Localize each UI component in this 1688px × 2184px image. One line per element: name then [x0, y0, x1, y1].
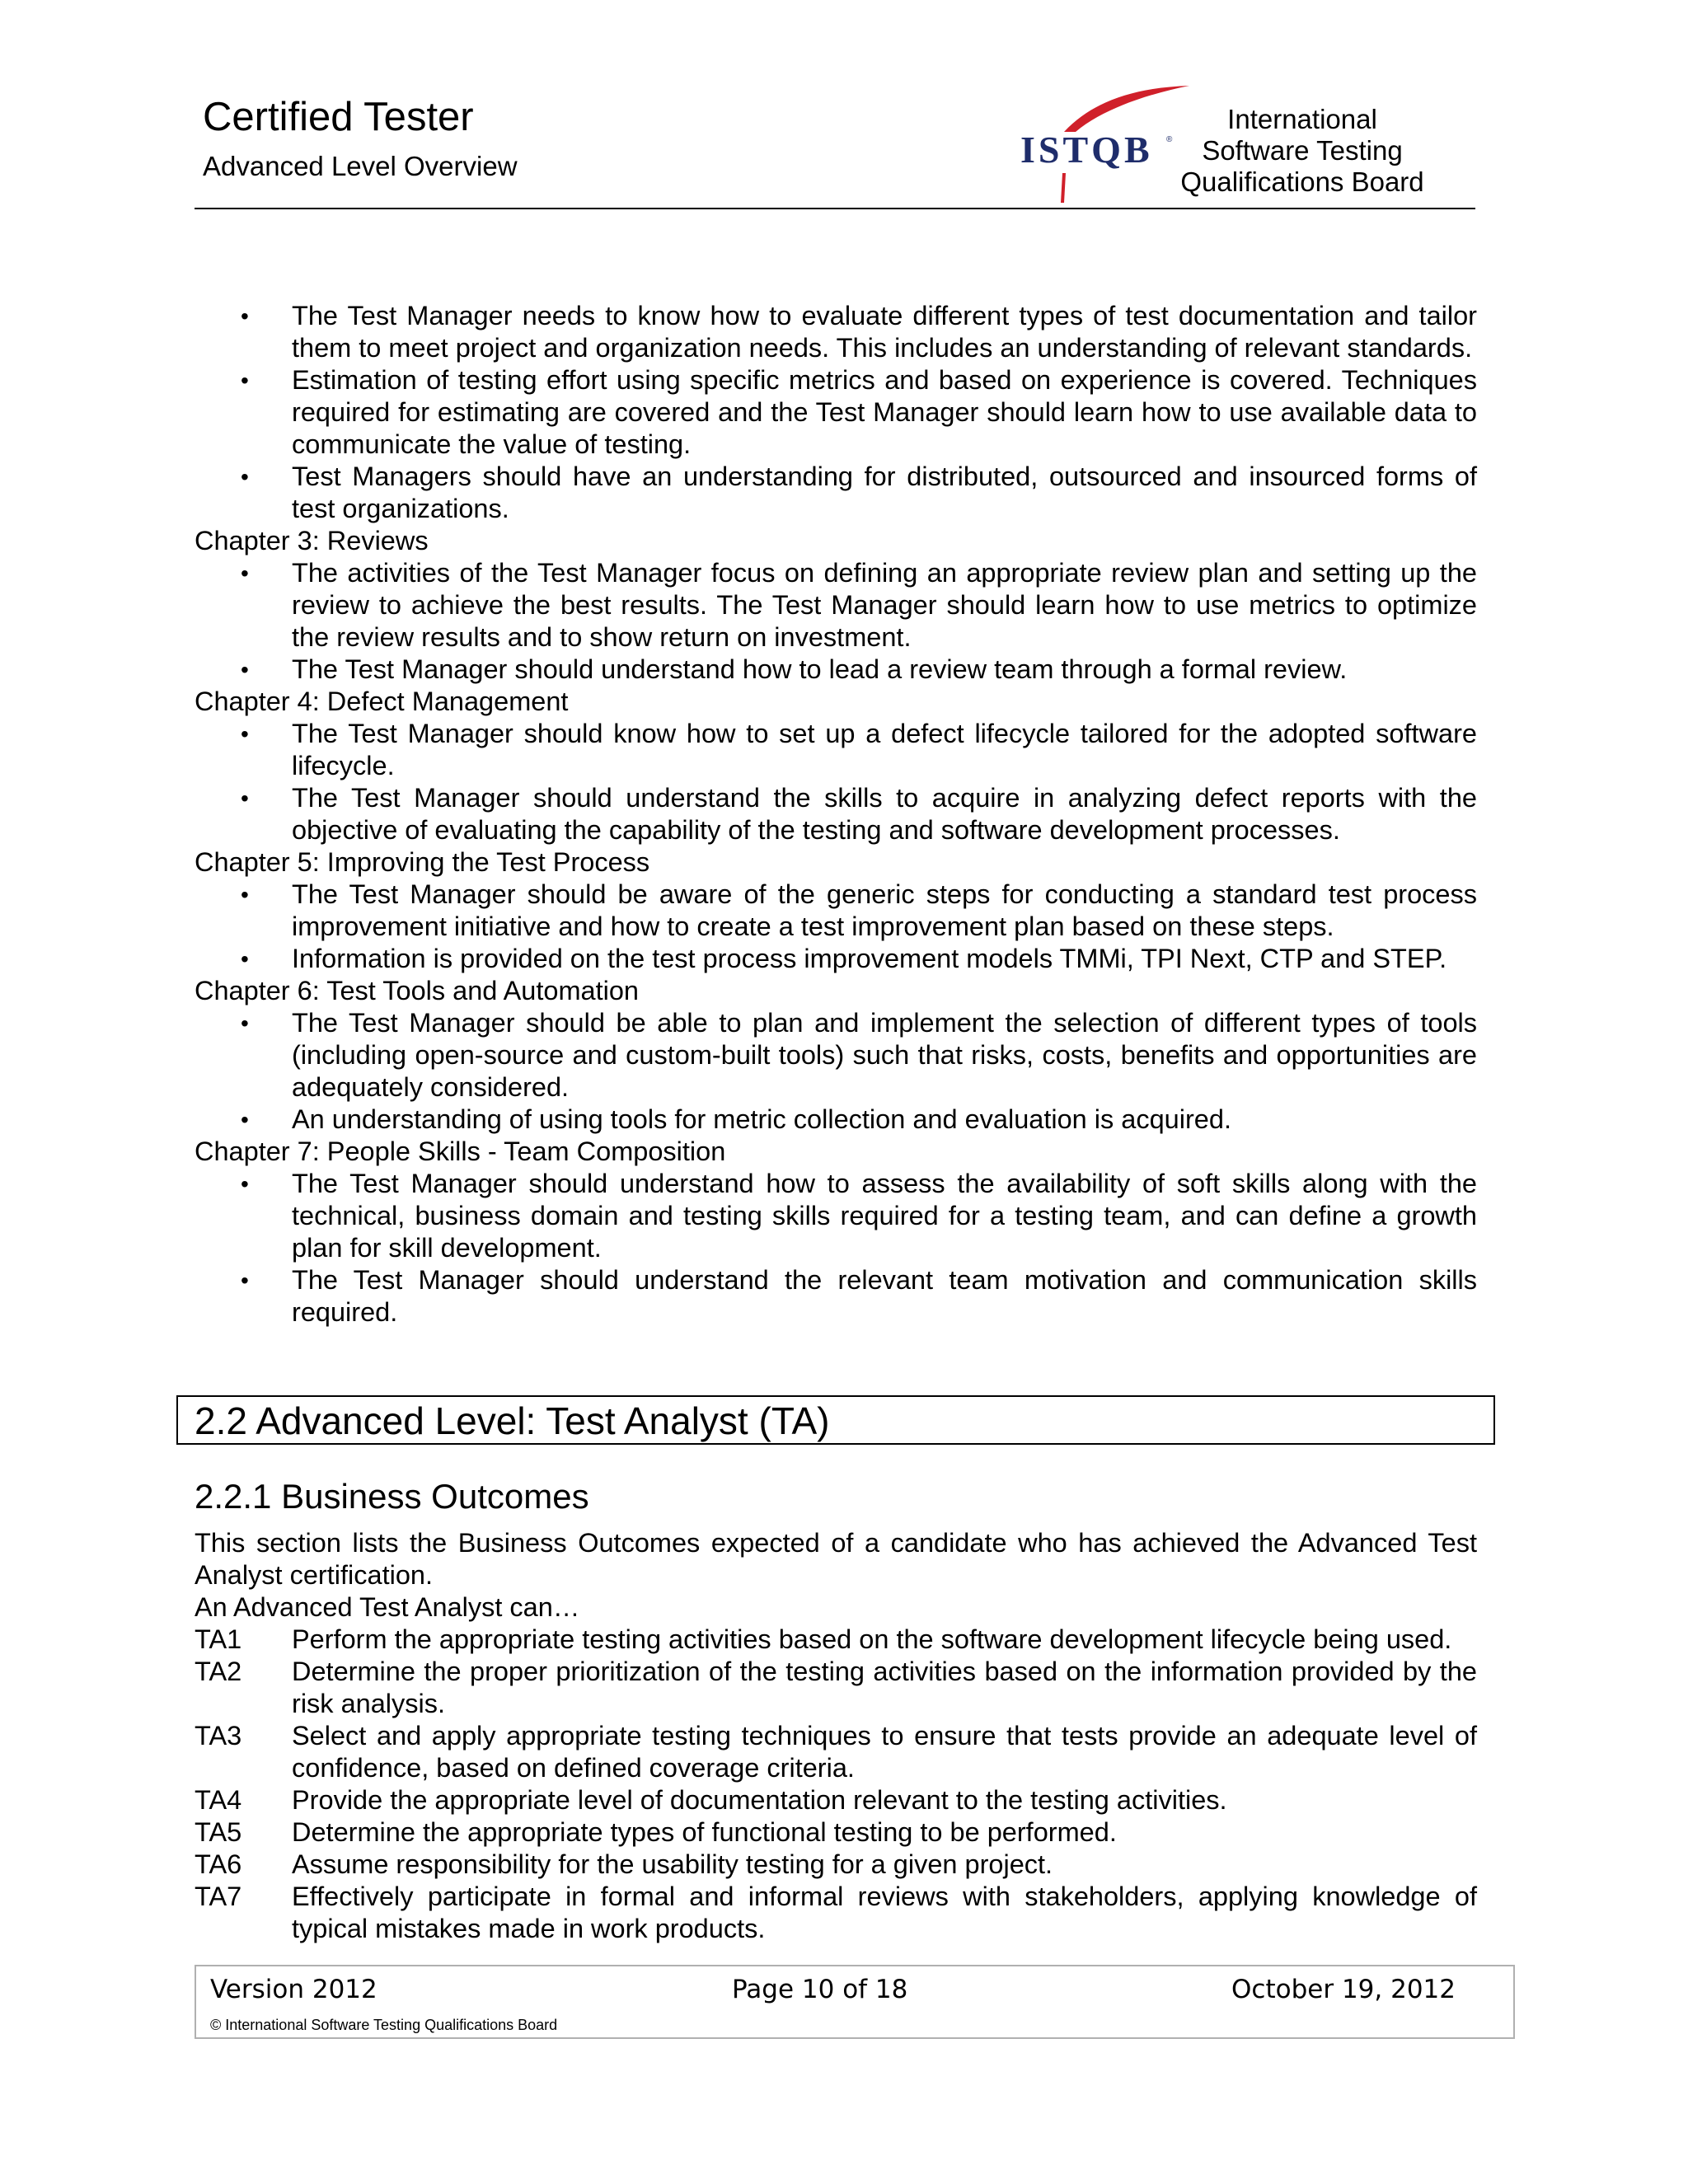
header-divider — [195, 208, 1475, 209]
list-item: • The Test Manager should understand how to assess the availability of soft skills along with the technical, business domain and testing skills required for a testing team, and can define a growth plan for skill development. — [195, 1168, 1477, 1264]
page-footer — [195, 1965, 1515, 2039]
outcome-code: TA6 — [195, 1849, 242, 1879]
footer-page-number: Page 10 of 18 — [732, 1975, 908, 2004]
list-item: • The Test Manager needs to know how to evaluate different types of test documentation and tailor them to meet project and organization needs. This includes an understanding of relevant standards. — [195, 300, 1477, 364]
list-item: • The Test Manager should understand the skills to acquire in analyzing defect reports with the objective of evaluating the capability of the testing and software development processes. — [195, 782, 1477, 846]
section-intro: This section lists the Business Outcomes expected of a candidate who has achieved the Advanced Test Analyst certification. — [195, 1528, 1477, 1590]
outcome-text: Assume responsibility for the usability testing for a given project. — [292, 1849, 1053, 1879]
list-item: • The Test Manager should understand how to lead a review team through a formal review. — [195, 654, 1477, 686]
outcome-row — [195, 1849, 1477, 1881]
list-item: • The Test Manager should be able to plan and implement the selection of different types of tools (including open-source and custom-built tools) such that risks, costs, benefits and opportunities are adequately considered. — [195, 1007, 1477, 1104]
list-item: • Test Managers should have an understanding for distributed, outsourced and insourced forms of test organizations. — [195, 461, 1477, 525]
logo-wordmark: ISTQB — [1020, 129, 1153, 171]
outcome-code: TA3 — [195, 1721, 242, 1750]
bullet-list — [195, 300, 1477, 525]
section-lead: An Advanced Test Analyst can… — [195, 1592, 580, 1622]
outcome-text: Provide the appropriate level of documentation relevant to the testing activities. — [292, 1785, 1227, 1815]
outcome-row — [195, 1656, 1477, 1720]
business-outcomes — [195, 1527, 1477, 1945]
chapter-heading: Chapter 3: Reviews — [195, 526, 429, 555]
list-item: • The Test Manager should know how to set up a defect lifecycle tailored for the adopted software lifecycle. — [195, 718, 1477, 782]
org-line: International — [1227, 104, 1377, 134]
organization-name — [1170, 104, 1434, 198]
outcome-text: Select and apply appropriate testing techniques to ensure that tests provide an adequate level of confidence, based on defined coverage criteria. — [292, 1721, 1477, 1783]
chapter-heading: Chapter 6: Test Tools and Automation — [195, 976, 640, 1005]
chapter-heading: Chapter 4: Defect Management — [195, 687, 569, 716]
list-item: • The Test Manager should understand the relevant team motivation and communication skills required. — [195, 1264, 1477, 1329]
outcome-row — [195, 1624, 1477, 1656]
list-item: • The activities of the Test Manager focus on defining an appropriate review plan and setting up the review to achieve the best results. The Test Manager should learn how to use metrics to optimize the review results and to show return on investment. — [195, 557, 1477, 654]
section-heading: 2.2 Advanced Level: Test Analyst (TA) — [195, 1399, 830, 1442]
bullet-list — [195, 1168, 1477, 1329]
list-item: • An understanding of using tools for metric collection and evaluation is acquired. — [195, 1104, 1477, 1136]
outcome-row — [195, 1816, 1477, 1849]
list-item: • The Test Manager should be aware of the generic steps for conducting a standard test process improvement initiative and how to create a test improvement plan based on these steps. — [195, 879, 1477, 943]
logo-trademark: ® — [1166, 135, 1173, 144]
outcome-text: Determine the proper prioritization of the testing activities based on the information provided by the risk analysis. — [292, 1657, 1477, 1718]
outcome-code: TA2 — [195, 1657, 242, 1686]
footer-version: Version 2012 — [210, 1975, 377, 2004]
org-line: Software Testing — [1202, 135, 1403, 166]
bullet-list — [195, 718, 1477, 846]
outcome-text: Effectively participate in formal and informal reviews with stakeholders, applying knowledge of typical mistakes made in work products. — [292, 1882, 1477, 1943]
outcome-code: TA5 — [195, 1817, 242, 1847]
outcome-code: TA1 — [195, 1624, 242, 1654]
outcome-row — [195, 1784, 1477, 1816]
bullet-list — [195, 557, 1477, 686]
outcome-row — [195, 1881, 1477, 1945]
subsection-heading: 2.2.1 Business Outcomes — [195, 1477, 589, 1516]
chapter-heading: Chapter 7: People Skills - Team Composition — [195, 1137, 726, 1166]
list-item: • Information is provided on the test process improvement models TMMi, TPI Next, CTP and STEP. — [195, 943, 1477, 975]
outcome-text: Determine the appropriate types of functional testing to be performed. — [292, 1817, 1117, 1847]
footer-copyright: © International Software Testing Qualifications Board — [210, 2017, 558, 2033]
bullet-list — [195, 879, 1477, 975]
chapter-heading: Chapter 5: Improving the Test Process — [195, 847, 650, 877]
page-content — [195, 300, 1477, 1329]
document-subtitle: Advanced Level Overview — [203, 151, 518, 181]
outcome-text: Perform the appropriate testing activities based on the software development lifecycle being used. — [292, 1624, 1452, 1654]
document-title: Certified Tester — [203, 95, 474, 139]
outcome-row — [195, 1720, 1477, 1784]
org-line: Qualifications Board — [1180, 166, 1424, 197]
list-item: • Estimation of testing effort using specific metrics and based on experience is covered. Techniques required for estimating are covered and the Test Manager should learn how to use available data to communicate the value of testing. — [195, 364, 1477, 461]
bullet-list — [195, 1007, 1477, 1136]
outcome-code: TA4 — [195, 1785, 242, 1815]
outcome-code: TA7 — [195, 1882, 242, 1911]
section-heading-box — [176, 1395, 1495, 1445]
footer-date: October 19, 2012 — [1231, 1975, 1456, 2004]
